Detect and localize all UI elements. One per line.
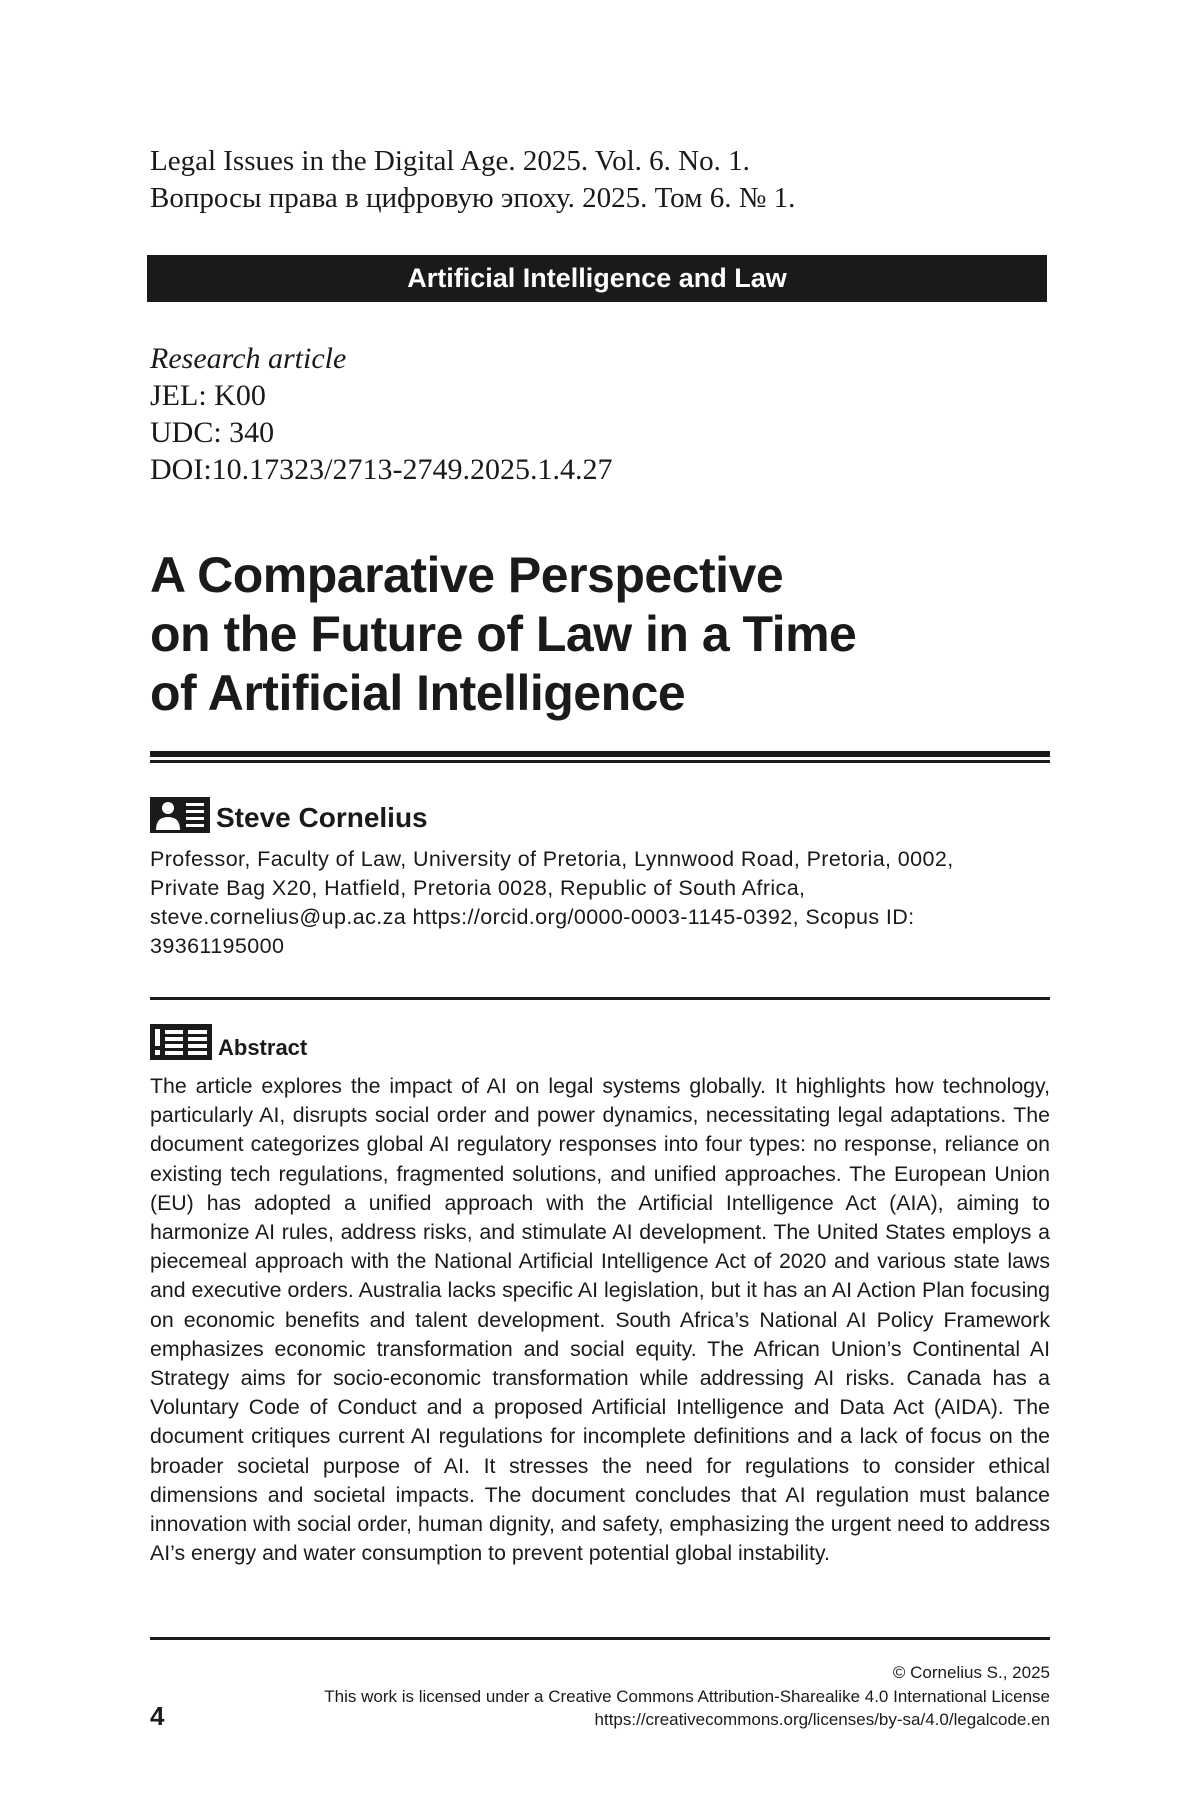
affiliation-line: 39361195000 xyxy=(150,934,285,958)
doi: DOI:10.17323/2713-2749.2025.1.4.27 xyxy=(150,453,613,486)
author-card-icon xyxy=(150,797,210,833)
author-name: Steve Cornelius xyxy=(216,802,428,833)
author-heading xyxy=(150,793,428,833)
title-line: of Artificial Intelligence xyxy=(150,665,686,721)
journal-line-en: Legal Issues in the Digital Age. 2025. Vol. 6. No. 1. xyxy=(150,145,750,177)
abstract-title: Abstract xyxy=(218,1035,308,1060)
affiliation-line: Professor, Faculty of Law, University of Pretoria, Lynnwood Road, Pretoria, 0002, xyxy=(150,847,954,871)
abstract-divider xyxy=(150,1637,1050,1640)
page-number: 4 xyxy=(150,1701,165,1731)
abstract-text: The article explores the impact of AI on legal systems globally. It highlights how technology, particularly AI, disrupts social order and power dynamics, necessitating legal adaptations. The document categorizes global AI regulatory responses into four types: no response, reliance on existing tech regulations, fragmented solutions, and unified approaches. The European Union (EU) has adopted a unified approach with the Artificial Intelligence Act (AIA), aiming to harmonize AI rules, address risks, and stimulate AI development. The United States employs a piecemeal approach with the National Artificial Intelligence Act of 2020 and various state laws and executive orders. Australia lacks specific AI legislation, but it has an AI Action Plan focusing on economic benefits and talent development. South Africa’s National AI Policy Framework emphasizes economic transformation and social equity. The African Union’s Continental AI Strategy aims for socio-economic transformation while addressing AI risks. Canada has a Voluntary Code of Conduct and a proposed Artificial Intelligence and Data Act (AIDA). The document critiques current AI regulations for incomplete definitions and a lack of focus on the broader societal purpose of AI. It stresses the need for regulations to consider ethical dimensions and societal impacts. The document concludes that AI regulation must balance innovation with social order, human dignity, and safety, emphasizing the urgent need to address AI’s energy and water consumption to prevent potential global instability. xyxy=(150,1074,1050,1566)
section-banner: Artificial Intelligence and Law xyxy=(147,255,1047,302)
title-line: on the Future of Law in a Time xyxy=(150,606,857,662)
license-footer xyxy=(150,1661,1050,1732)
affiliation-line: Private Bag X20, Hatfield, Pretoria 0028, Republic of South Africa, xyxy=(150,876,806,900)
author-divider xyxy=(150,997,1050,1000)
abstract-list-icon xyxy=(150,1024,212,1060)
license-line: This work is licensed under a Creative Commons Attribution-Sharealike 4.0 International License xyxy=(324,1686,1050,1706)
article-type: Research article xyxy=(150,342,347,375)
article-meta xyxy=(150,340,612,488)
title-divider xyxy=(150,751,1050,763)
author-affiliation xyxy=(150,845,1050,961)
journal-header xyxy=(150,143,795,217)
license-url[interactable]: https://creativecommons.org/licenses/by-sa/4.0/legalcode.en xyxy=(594,1710,1050,1729)
abstract-heading xyxy=(150,1020,307,1060)
affiliation-line: steve.cornelius@up.ac.za https://orcid.org/0000-0003-1145-0392, Scopus ID: xyxy=(150,905,915,929)
jel-code: JEL: K00 xyxy=(150,379,266,412)
copyright-line: © Cornelius S., 2025 xyxy=(892,1663,1050,1682)
journal-line-ru: Вопросы права в цифровую эпоху. 2025. Том 6. № 1. xyxy=(150,182,796,214)
article-title xyxy=(150,546,1050,723)
udc-code: UDC: 340 xyxy=(150,416,275,449)
title-line: A Comparative Perspective xyxy=(150,547,784,603)
